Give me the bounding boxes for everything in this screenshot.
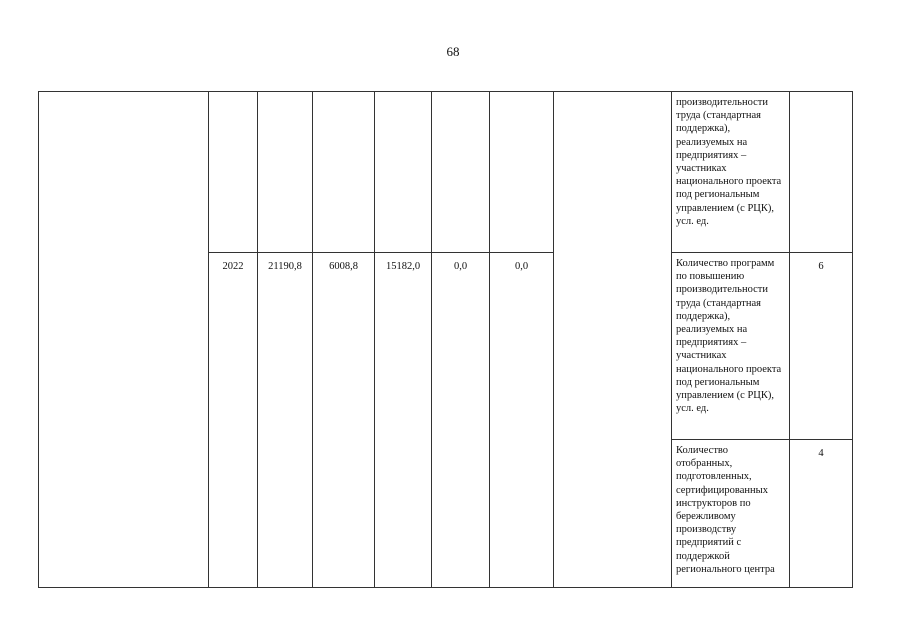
federal-cell	[313, 92, 375, 253]
indicator-name: Количество программ по повышению производительности труда (стандартная поддержка), реализуемых на предприятиях – участниках национального проекта под региональным управлением (с РЦК), усл. ед.	[672, 253, 790, 440]
total-cell: 21190,8	[258, 253, 313, 588]
total-cell	[258, 92, 313, 253]
budget-table	[38, 91, 853, 588]
municipal-cell	[432, 92, 490, 253]
year-cell	[209, 92, 258, 253]
year-cell: 2022	[209, 253, 258, 588]
program-name-cell	[39, 92, 209, 588]
indicator-value: 4	[790, 440, 853, 588]
table-row	[39, 92, 853, 253]
page-number: 68	[446, 44, 460, 59]
indicator-name: Количество отобранных, подготовленных, сертифицированных инструкторов по бережливому производству предприятий с поддержкой регионального центра	[672, 440, 790, 588]
municipal-cell: 0,0	[432, 253, 490, 588]
regional-cell: 15182,0	[375, 253, 432, 588]
extrabudget-cell: 0,0	[490, 253, 554, 588]
executor-cell	[554, 92, 672, 588]
extrabudget-cell	[490, 92, 554, 253]
indicator-value: 6	[790, 253, 853, 440]
indicator-value	[790, 92, 853, 253]
federal-cell: 6008,8	[313, 253, 375, 588]
indicator-name: производительности труда (стандартная поддержка), реализуемых на предприятиях – участниках национального проекта под региональным управлением (с РЦК), усл. ед.	[672, 92, 790, 253]
regional-cell	[375, 92, 432, 253]
